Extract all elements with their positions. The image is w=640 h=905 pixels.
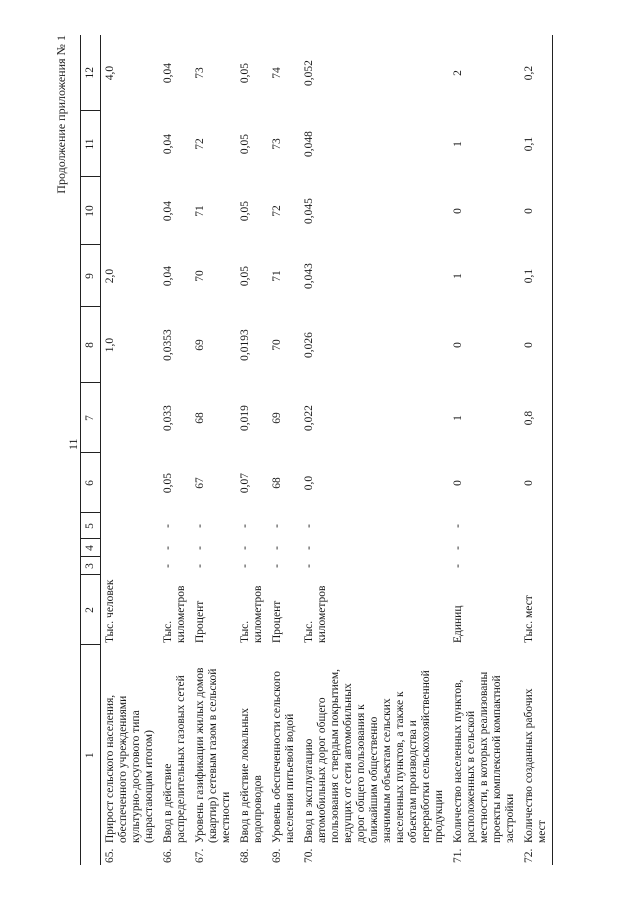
unit-cell: Тыс. километров <box>303 585 328 643</box>
value-cell <box>101 177 160 245</box>
value-cell: 71 <box>271 270 283 282</box>
value-cell: 0,0353 <box>162 329 174 361</box>
value-cell: - <box>162 564 174 568</box>
row-number: 66. <box>162 848 174 863</box>
appendix-label: Продолжение приложения № 1 <box>54 35 68 194</box>
value-cell <box>520 557 553 575</box>
indicator-name: Ввод в действие распределительных газовых сетей <box>162 675 187 843</box>
value-cell: 0,05 <box>239 133 251 155</box>
value-cell: 0,05 <box>239 200 251 222</box>
value-cell: - <box>271 564 283 568</box>
value-cell: 0,019 <box>239 405 251 431</box>
table-body <box>101 35 553 865</box>
indicator-cell <box>191 645 236 865</box>
table-row <box>520 35 553 865</box>
value-cell: 0,033 <box>162 405 174 431</box>
value-cell <box>101 513 160 539</box>
value-cell: 1 <box>452 273 464 279</box>
value-cell: 69 <box>271 412 283 424</box>
value-cell: 1 <box>452 415 464 421</box>
column-header: 8 <box>81 307 101 383</box>
value-cell: 0,05 <box>239 265 251 287</box>
value-cell: 2,0 <box>104 268 116 284</box>
indicator-cell <box>520 645 553 865</box>
value-cell: 73 <box>271 138 283 150</box>
column-header: 3 <box>81 557 101 575</box>
column-header: 11 <box>81 111 101 177</box>
table-header-row <box>81 35 101 865</box>
value-cell: - <box>452 524 464 528</box>
value-cell: 0 <box>452 342 464 348</box>
value-cell: - <box>271 546 283 550</box>
page-number: 11 <box>66 438 80 450</box>
row-number: 68. <box>239 848 251 863</box>
value-cell: 0 <box>452 208 464 214</box>
indicator-name: Уровень обеспеченности сельского населения питьевой водой <box>271 670 296 843</box>
value-cell: - <box>194 524 206 528</box>
column-header: 9 <box>81 245 101 307</box>
indicator-name: Уровень газификации жилых домов (квартир) сетевым газом в сельской местности <box>194 667 232 843</box>
indicator-name: Количество населенных пунктов, расположенных в сельской местности, в которых реализованы проекты комплексной компактной застройки <box>452 671 516 843</box>
value-cell: 68 <box>194 412 206 424</box>
table-row <box>268 35 300 865</box>
value-cell: - <box>303 524 315 528</box>
value-cell: 69 <box>194 339 206 351</box>
row-number: 72. <box>523 848 535 863</box>
value-cell: 67 <box>194 477 206 489</box>
column-header: 12 <box>81 35 101 111</box>
unit-cell: Тыс. мест <box>520 575 553 645</box>
value-cell: 73 <box>194 67 206 79</box>
indicator-cell <box>449 645 520 865</box>
value-cell: 0,022 <box>303 405 315 431</box>
value-cell: 0,04 <box>162 265 174 287</box>
value-cell: - <box>452 546 464 550</box>
indicator-cell <box>236 645 268 865</box>
value-cell <box>101 539 160 557</box>
indicator-cell <box>101 645 160 865</box>
value-cell: 0,052 <box>303 60 315 86</box>
value-cell: 0,0193 <box>239 329 251 361</box>
value-cell <box>101 453 160 513</box>
column-header: 6 <box>81 453 101 513</box>
unit-cell: Тыс. человек <box>104 579 116 643</box>
rotated-page-content <box>40 35 600 865</box>
value-cell: - <box>239 524 251 528</box>
column-header: 4 <box>81 539 101 557</box>
value-cell: 0,05 <box>239 62 251 84</box>
value-cell: - <box>271 524 283 528</box>
value-cell: 0,026 <box>303 332 315 358</box>
indicator-name: Ввод в действие локальных водопроводов <box>239 708 264 843</box>
unit-cell: Тыс. километров <box>162 585 187 643</box>
row-number: 67. <box>194 848 206 863</box>
row-number: 71. <box>452 848 464 863</box>
table-row <box>449 35 520 865</box>
value-cell: 71 <box>194 205 206 217</box>
value-cell: 2 <box>452 70 464 76</box>
value-cell: - <box>194 564 206 568</box>
table-row <box>236 35 268 865</box>
column-header: 5 <box>81 513 101 539</box>
value-cell: 0,048 <box>303 131 315 157</box>
unit-cell: Процент <box>271 600 283 643</box>
table-row <box>101 35 160 865</box>
value-cell: 0,1 <box>520 245 553 307</box>
value-cell: 0,05 <box>162 472 174 494</box>
value-cell <box>520 513 553 539</box>
indicator-cell <box>300 645 449 865</box>
value-cell: 70 <box>271 339 283 351</box>
table-row <box>191 35 236 865</box>
value-cell: - <box>194 546 206 550</box>
value-cell: 1,0 <box>104 337 116 353</box>
value-cell: 0 <box>452 480 464 486</box>
value-cell: 70 <box>194 270 206 282</box>
unit-cell: Единиц <box>452 605 464 643</box>
value-cell: 0 <box>520 307 553 383</box>
value-cell <box>101 111 160 177</box>
unit-cell: Тыс. километров <box>239 585 264 643</box>
column-header: 7 <box>81 383 101 453</box>
indicator-name: Ввод в эксплуатацию автомобильных дорог общего пользования с твердым покрытием, ведущих от сети автомобильных дорог общего пользования к ближайшим общественно значимым объектам сельских населенных пунктов, а также к объектам производства и переработки сельскохозяйственной продукции <box>303 668 445 843</box>
value-cell: - <box>239 564 251 568</box>
value-cell: 0,1 <box>520 111 553 177</box>
unit-cell: Процент <box>194 600 206 643</box>
value-cell: 0,07 <box>239 472 251 494</box>
value-cell: 0,04 <box>162 133 174 155</box>
column-header: 1 <box>81 645 101 865</box>
value-cell <box>520 539 553 557</box>
value-cell: 72 <box>194 138 206 150</box>
indicator-name: Прирост сельского населения, обеспеченного учреждениями культурно-досугового типа (нарастающим итогом) <box>104 694 155 843</box>
value-cell: 0,045 <box>303 198 315 224</box>
column-header: 2 <box>81 575 101 645</box>
value-cell: - <box>303 546 315 550</box>
value-cell: 0 <box>520 453 553 513</box>
value-cell: 4,0 <box>104 65 116 81</box>
value-cell: 0,8 <box>520 383 553 453</box>
indicators-table <box>80 35 553 865</box>
value-cell: 74 <box>271 67 283 79</box>
value-cell: - <box>303 564 315 568</box>
indicator-cell <box>268 645 300 865</box>
value-cell: 72 <box>271 205 283 217</box>
value-cell: - <box>162 546 174 550</box>
table-row <box>159 35 191 865</box>
value-cell: - <box>162 524 174 528</box>
value-cell: - <box>452 564 464 568</box>
row-number: 70. <box>303 848 315 863</box>
value-cell <box>101 383 160 453</box>
table-row <box>300 35 449 865</box>
indicator-name: Количество созданных рабочих мест <box>523 688 548 843</box>
value-cell: 0,04 <box>162 200 174 222</box>
indicator-cell <box>159 645 191 865</box>
value-cell: 0,0 <box>303 475 315 491</box>
value-cell: 0,2 <box>520 35 553 111</box>
value-cell: 0 <box>520 177 553 245</box>
value-cell <box>101 557 160 575</box>
value-cell: 0,04 <box>162 62 174 84</box>
value-cell: 68 <box>271 477 283 489</box>
value-cell: 1 <box>452 141 464 147</box>
value-cell: 0,043 <box>303 263 315 289</box>
value-cell: - <box>239 546 251 550</box>
column-header: 10 <box>81 177 101 245</box>
row-number: 69. <box>271 848 283 863</box>
row-number: 65. <box>104 848 116 863</box>
